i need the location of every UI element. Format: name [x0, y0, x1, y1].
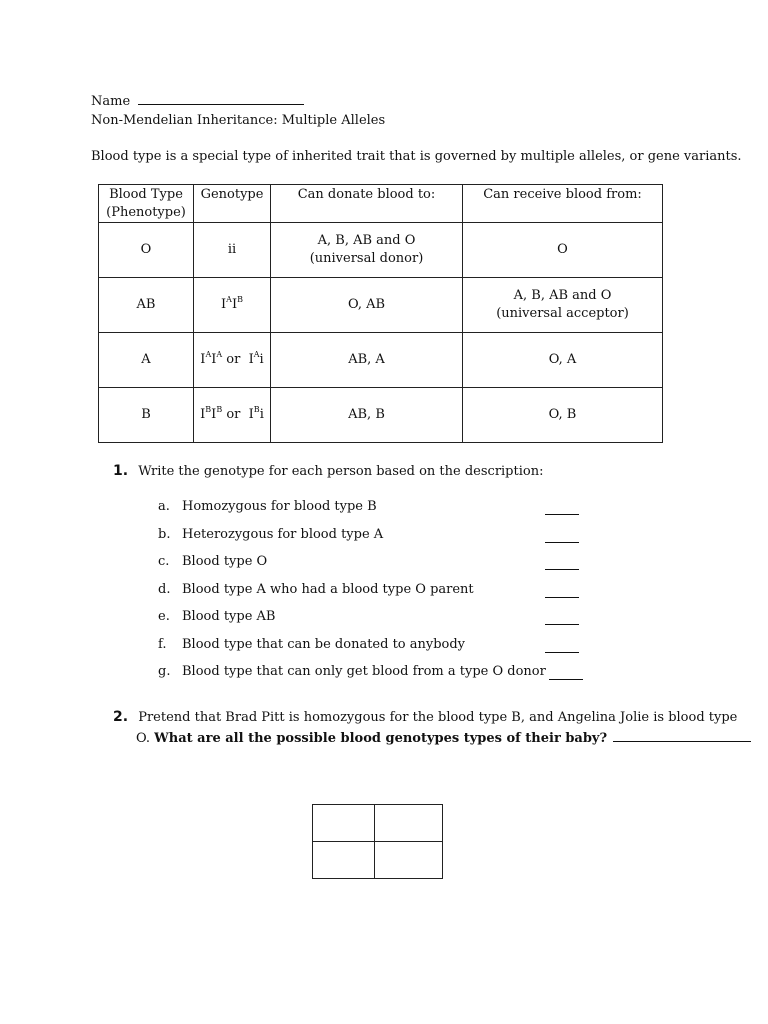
question-1-number: 1.: [113, 463, 129, 479]
punnett-cell[interactable]: [313, 805, 375, 842]
cell-phenotype: B: [99, 388, 194, 443]
item-text: Blood type AB: [182, 609, 276, 624]
punnett-square: [312, 804, 443, 879]
cell-genotype: $I^BI^B$ or $I^Bi$: [194, 388, 271, 443]
question-2-line1: Pretend that Brad Pitt is homozygous for the blood type B, and Angelina Jolie is blood type: [138, 710, 738, 725]
name-field: [91, 94, 304, 109]
intro-text: Blood type is a special type of inherited trait that is governed by multiple alleles, or gene variants.: [91, 149, 742, 164]
item-letter: g.: [158, 664, 171, 679]
cell-donate: AB, A: [271, 333, 463, 388]
cell-donate-line1: A, B, AB and O: [317, 233, 416, 248]
name-blank-line[interactable]: [138, 104, 304, 105]
list-item: [158, 637, 465, 652]
name-label: Name: [91, 94, 131, 109]
item-text: Blood type O: [182, 554, 268, 569]
punnett-cell[interactable]: [375, 842, 443, 879]
answer-blank[interactable]: [545, 554, 579, 570]
answer-blank[interactable]: [545, 637, 579, 653]
question-2-bold-question: What are all the possible blood genotypes types of their baby?: [154, 731, 608, 746]
question-2-prefix: O.: [136, 731, 155, 746]
header-genotype: Genotype: [194, 185, 271, 223]
cell-donate: AB, B: [271, 388, 463, 443]
question-2: [113, 709, 737, 725]
cell-donate: O, AB: [271, 278, 463, 333]
table-row: [99, 223, 663, 278]
cell-receive: O, B: [463, 388, 663, 443]
cell-donate: [271, 223, 463, 278]
list-item: [158, 499, 377, 514]
cell-receive: O, A: [463, 333, 663, 388]
list-item: [158, 527, 383, 542]
question-2-line2: [136, 731, 751, 746]
punnett-cell[interactable]: [313, 842, 375, 879]
blood-type-table: [98, 184, 663, 443]
answer-blank[interactable]: [613, 741, 751, 742]
table-row: [99, 333, 663, 388]
list-item: [158, 554, 267, 569]
punnett-cell[interactable]: [375, 805, 443, 842]
item-text: Homozygous for blood type B: [182, 499, 377, 514]
header-phenotype: [99, 185, 194, 223]
item-letter: d.: [158, 582, 171, 597]
cell-receive: O: [463, 223, 663, 278]
cell-receive-line2: (universal acceptor): [496, 306, 629, 321]
cell-genotype: $I^AI^B$: [194, 278, 271, 333]
header-phenotype-line1: Blood Type: [109, 187, 183, 202]
item-letter: a.: [158, 499, 170, 514]
cell-phenotype: A: [99, 333, 194, 388]
table-row: [99, 388, 663, 443]
cell-receive-line1: A, B, AB and O: [513, 288, 612, 303]
header-phenotype-line2: (Phenotype): [106, 205, 186, 220]
item-letter: f.: [158, 637, 167, 652]
cell-phenotype: AB: [99, 278, 194, 333]
question-2-number: 2.: [113, 709, 129, 725]
list-item: [158, 664, 546, 679]
list-item: [158, 582, 474, 597]
table-header-row: [99, 185, 663, 223]
answer-blank[interactable]: [549, 664, 583, 680]
cell-genotype: ii: [194, 223, 271, 278]
answer-blank[interactable]: [545, 582, 579, 598]
question-1: [113, 463, 543, 479]
answer-blank[interactable]: [545, 527, 579, 543]
cell-genotype: $I^AI^A$ or $I^Ai$: [194, 333, 271, 388]
list-item: [158, 609, 275, 624]
question-1-prompt: Write the genotype for each person based on the description:: [138, 464, 544, 479]
item-text: Blood type that can be donated to anybody: [182, 637, 466, 652]
item-letter: c.: [158, 554, 170, 569]
table-row: [99, 278, 663, 333]
cell-receive: [463, 278, 663, 333]
header-donate: Can donate blood to:: [271, 185, 463, 223]
cell-phenotype: O: [99, 223, 194, 278]
answer-blank[interactable]: [545, 499, 579, 515]
item-text: Heterozygous for blood type A: [182, 527, 384, 542]
item-letter: b.: [158, 527, 171, 542]
answer-blank[interactable]: [545, 609, 579, 625]
item-text: Blood type A who had a blood type O parent: [182, 582, 474, 597]
item-letter: e.: [158, 609, 170, 624]
header-receive: Can receive blood from:: [463, 185, 663, 223]
item-text: Blood type that can only get blood from a type O donor: [182, 664, 546, 679]
cell-donate-line2: (universal donor): [309, 251, 424, 266]
page-title: Non-Mendelian Inheritance: Multiple Alleles: [91, 113, 386, 128]
